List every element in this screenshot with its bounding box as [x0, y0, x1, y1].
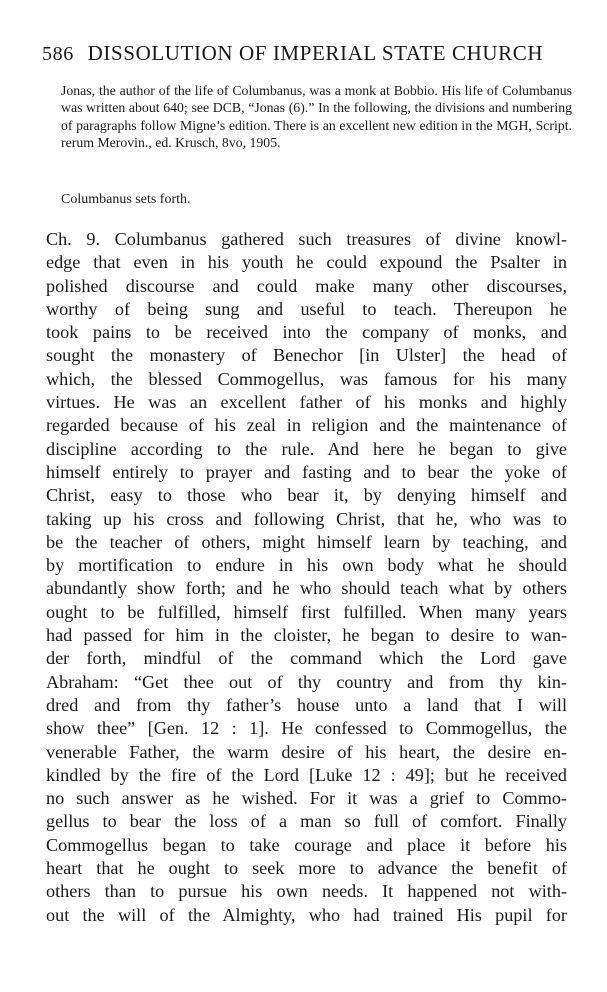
section-subheading: Columbanus sets forth.: [61, 192, 191, 207]
intro-line: Migne’s edition. There is an excellent new edition in the MGH, Script.: [179, 117, 572, 133]
text-line: Abraham: “Get thee out of thy country and from thy kin-: [46, 671, 567, 692]
text-line: polished discourse and could make many other discourses,: [46, 275, 567, 296]
running-head: [42, 40, 572, 67]
text-line: virtues. He was an excellent father of his monks and highly: [46, 392, 567, 413]
intro-line: Jonas, the author of the life of Columbanus, was a monk at Bobbio.: [61, 83, 442, 98]
text-line: edge that even in his youth he could expound the Psalter in: [46, 252, 567, 273]
text-line: Ch. 9. Columbanus gathered such treasures of divine knowl-: [46, 229, 567, 249]
text-line: discipline according to the rule. And here he began to give: [46, 438, 567, 459]
text-line: worthy of being sung and useful to teach. Thereupon he: [46, 298, 567, 319]
intro-line: rerum Merovin., ed. Krusch, 8vo, 1905.: [61, 134, 281, 150]
text-line: by mortification to endure in his own body what he should: [46, 555, 567, 576]
text-line: ought to be fulfilled, himself first fulfilled. When many years: [46, 601, 567, 622]
text-line: sought the monastery of Benechor [in Ulster] the head of: [46, 345, 567, 366]
text-line: kindled by the fire of the Lord [Luke 12 : 49]; but he received: [46, 764, 567, 785]
text-line: Christ, easy to those who bear it, by denying himself and: [46, 485, 567, 506]
text-line: Commogellus began to take courage and place it before his: [46, 834, 567, 855]
intro-line: In the following, the divisions and numbering of paragraphs follow: [61, 100, 572, 133]
text-line: others than to pursue his own needs. It happened not with-: [46, 881, 567, 902]
text-line: regarded because of his zeal in religion and the maintenance of: [46, 415, 567, 436]
text-line: show thee” [Gen. 12 : 1]. He confessed to Commogellus, the: [46, 718, 567, 739]
text-line: took pains to be received into the company of monks, and: [46, 322, 567, 343]
intro-line: His life of Columbanus was written about 640; see DCB, “Jonas (6).”: [61, 83, 572, 116]
text-line: gellus to bear the loss of a man so full of comfort. Finally: [46, 811, 567, 832]
text-line: no such answer as he wished. For it was a grief to Commo-: [46, 788, 567, 809]
intro-note: [61, 82, 572, 151]
text-line: himself entirely to prayer and fasting and to bear the yoke of: [46, 461, 567, 482]
text-line: which, the blessed Commogellus, was famous for his many: [46, 368, 567, 389]
chapter-title: DISSOLUTION OF IMPERIAL STATE CHURCH: [87, 41, 544, 65]
text-line: venerable Father, the warm desire of his heart, the desire en-: [46, 741, 567, 762]
page-number: 586: [42, 43, 74, 65]
intro-paragraph: [61, 82, 572, 151]
text-line: abundantly show forth; and he who should teach what by others: [46, 578, 567, 599]
text-line: had passed for him in the cloister, he began to desire to wan-: [46, 625, 567, 646]
text-line: be the teacher of others, might himself learn by teaching, and: [46, 531, 567, 552]
main-text: [46, 228, 567, 927]
text-line: heart that he ought to seek more to advance the benefit of: [46, 858, 567, 879]
text-line: out the will of the Almighty, who had trained His pupil for: [46, 904, 567, 925]
text-line: dred and from thy father’s house unto a land that I will: [46, 694, 567, 715]
text-line: der forth, mindful of the command which the Lord gave: [46, 648, 567, 669]
text-line: taking up his cross and following Christ, that he, who was to: [46, 508, 567, 529]
